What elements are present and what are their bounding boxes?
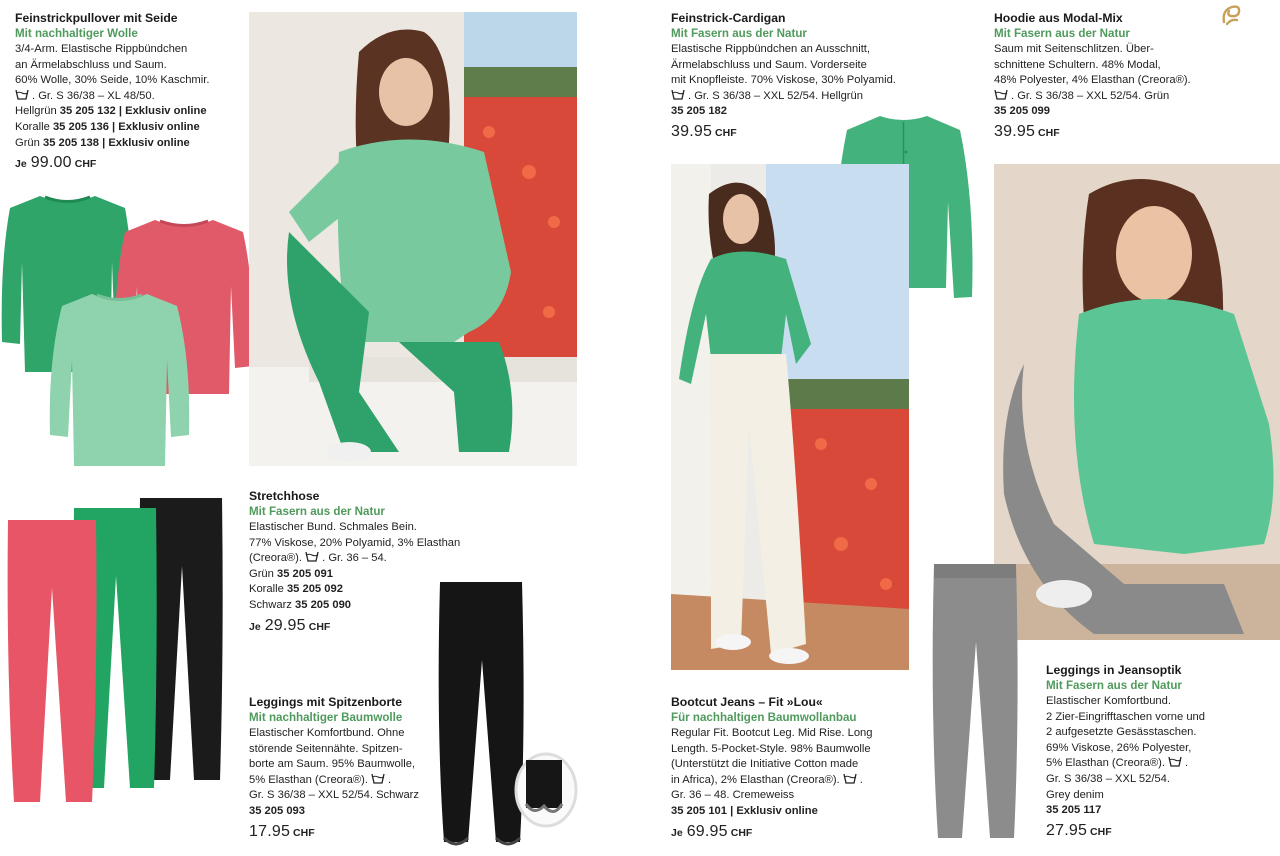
description-line: 69% Viskose, 26% Polyester, [1046, 741, 1192, 754]
article-number: 35 205 117 [1046, 804, 1102, 817]
product-subtitle: Mit Fasern aus der Natur [994, 27, 1130, 40]
variant-line: Schwarz 35 205 090 [249, 598, 352, 611]
washing-symbol-icon [994, 89, 1008, 100]
description-line: (Unterstützt die Initiative Cotton made [671, 758, 859, 771]
product-subtitle: Mit Fasern aus der Natur [1046, 679, 1182, 692]
color-line: Grey denim [1046, 788, 1104, 801]
washing-symbol-icon [371, 773, 385, 784]
price: Je 69.95 CHF [671, 822, 753, 840]
product-subtitle: Für nachhaltigen Baumwollanbau [671, 711, 857, 724]
description-line: schnittene Schultern. 48% Modal, [994, 58, 1161, 71]
product-title: Feinstrick-Cardigan [671, 11, 786, 25]
description-line: 2 Zier-Eingrifftaschen vorne und [1046, 710, 1205, 723]
size-line: in Africa), 2% Elasthan (Creora®). . [671, 773, 863, 786]
variant-line: Koralle 35 205 136 | Exklusiv online [15, 120, 200, 133]
description-line: Elastischer Komfortbund. Ohne [249, 727, 405, 739]
product-subtitle: Mit Fasern aus der Natur [671, 27, 807, 40]
washing-symbol-icon [843, 773, 857, 784]
description-line: Saum mit Seitenschlitzen. Über- [994, 43, 1154, 55]
washing-symbol-icon [1168, 756, 1182, 767]
description-line: 2 aufgesetzte Gesässtaschen. [1046, 726, 1197, 739]
model-hoodie-photo [994, 164, 1280, 640]
product-feinstrickpullover [15, 10, 245, 173]
variant-line: Grün 35 205 138 | Exklusiv online [15, 136, 190, 149]
description-line: Elastischer Bund. Schmales Bein. [249, 521, 417, 533]
tchibo-logo-icon [1218, 2, 1244, 28]
size-line: (Creora®). . Gr. 36 – 54. [249, 552, 387, 565]
product-title: Stretchhose [249, 489, 320, 503]
product-leggings-spitzenborte [249, 694, 429, 841]
variant-line: Hellgrün 35 205 132 | Exklusiv online [15, 105, 207, 118]
description-line: 48% Polyester, 4% Elasthan (Creora®). [994, 74, 1191, 87]
size-line: . Gr. S 36/38 – XL 48/50. [15, 89, 245, 105]
trousers-coral-image [4, 518, 100, 804]
price: 39.95 CHF [671, 122, 737, 140]
product-title: Leggings mit Spitzenborte [249, 695, 403, 709]
price: 39.95 CHF [994, 122, 1060, 140]
product-title: Leggings in Jeansoptik [1046, 663, 1182, 677]
size-line: . Gr. S 36/38 – XXL 52/54. Grün [994, 89, 1224, 105]
model-sweater-photo [249, 12, 577, 466]
price: 17.95 CHF [249, 822, 315, 840]
size-color-line: Gr. S 36/38 – XXL 52/54. Schwarz [249, 789, 419, 802]
description-line: Ärmelabschluss und Saum. Vorderseite [671, 58, 867, 71]
product-title: Feinstrickpullover mit Seide [15, 11, 178, 25]
article-number: 35 205 093 [249, 804, 305, 817]
description-line: 77% Viskose, 20% Polyamid, 3% Elasthan [249, 536, 461, 549]
sweater-mint-image [47, 290, 192, 470]
size-line: 5% Elasthan (Creora®). . [1046, 757, 1189, 770]
washing-symbol-icon [305, 551, 319, 562]
size-line: . Gr. S 36/38 – XXL 52/54. Hellgrün [671, 89, 921, 105]
price: Je 29.95 CHF [249, 616, 331, 634]
description-line: 60% Wolle, 30% Seide, 10% Kaschmir. [15, 74, 210, 87]
price: 27.95 CHF [1046, 821, 1112, 839]
product-subtitle: Mit Fasern aus der Natur [249, 505, 385, 518]
size-color-line: Gr. 36 – 48. Cremeweiss [671, 789, 795, 802]
washing-symbol-icon [671, 89, 685, 100]
model-cardigan-jeans-photo [671, 164, 909, 670]
product-bootcut-jeans [671, 694, 911, 841]
product-leggings-jeansoptik [1046, 662, 1271, 840]
description-line: Elastischer Komfortbund. [1046, 695, 1171, 707]
description-line: störende Seitennähte. Spitzen- [249, 742, 403, 755]
description-line: 3/4-Arm. Elastische Rippbündchen [15, 43, 188, 55]
lace-detail-inset [514, 752, 578, 828]
product-subtitle: Mit nachhaltiger Baumwolle [249, 711, 403, 724]
size-line: Gr. S 36/38 – XXL 52/54. [1046, 772, 1170, 785]
article-number: 35 205 182 [671, 105, 727, 118]
variant-line: Koralle 35 205 092 [249, 583, 343, 596]
description-line: Elastische Rippbündchen an Ausschnitt, [671, 43, 871, 55]
description-line: mit Knopfleiste. 70% Viskose, 30% Polyamid. [671, 74, 896, 87]
size-line: 5% Elasthan (Creora®). . [249, 773, 392, 786]
description-line: an Ärmelabschluss und Saum. [15, 58, 167, 71]
product-subtitle: Mit nachhaltiger Wolle [15, 27, 138, 40]
description-line: borte am Saum. 95% Baumwolle, [249, 758, 416, 771]
leggings-grey-image [928, 562, 1022, 840]
description-line: Length. 5-Pocket-Style. 98% Baumwolle [671, 742, 871, 755]
article-number: 35 205 099 [994, 105, 1050, 118]
product-title: Bootcut Jeans – Fit »Lou« [671, 695, 823, 709]
washing-symbol-icon [15, 89, 29, 100]
product-title: Hoodie aus Modal-Mix [994, 11, 1123, 25]
description-line: Regular Fit. Bootcut Leg. Mid Rise. Long [671, 727, 873, 739]
article-number: 35 205 101 | Exklusiv online [671, 804, 818, 817]
product-hoodie [994, 10, 1224, 142]
price: Je 99.00 CHF [15, 154, 97, 172]
variant-line: Grün 35 205 091 [249, 567, 333, 580]
